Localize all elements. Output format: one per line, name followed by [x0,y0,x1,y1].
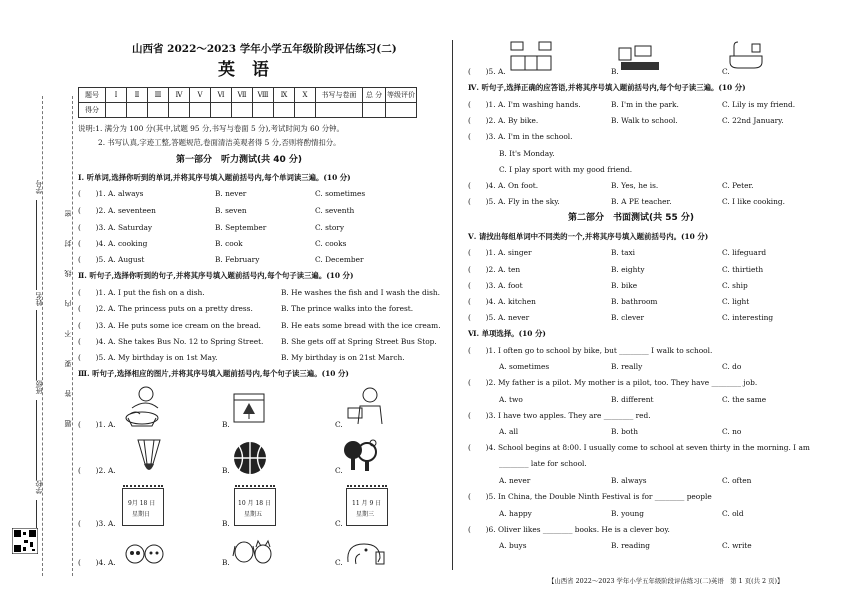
q-row: ( )5. A. [468,67,506,76]
q-option: B. always [611,476,647,485]
seal-char: 内 [64,300,72,307]
panda-animals-picture [124,541,166,567]
q-option: C. [335,420,343,429]
q-option: C. write [722,541,752,550]
q-row: ( )3. A. [78,519,116,528]
q-option: B. cook [215,239,243,248]
q-option: C. no [722,427,742,436]
q-option: B. reading [611,541,651,550]
seal-char: 题 [64,420,72,427]
q-option: B. both [611,427,639,436]
q-row: ( )2. A. The princess puts on a pretty dress. [78,304,253,313]
q-row: ( )5. A. My birthday is on 1st May. [78,353,218,362]
section-2-heading: Ⅱ. 听句子,选择你听到的句子,并将其序号填入题前括号内,每个句子读三遍。(10 分) [78,271,354,280]
q-row: ( )4. A. kitchen [468,297,536,306]
q-row: ( )4. A. [78,558,116,567]
q-row: ( )3. A. I'm in the school. [468,132,573,141]
section-1-heading: Ⅰ. 听单词,选择你听到的单词,并将其序号填入题前括号内,每个单词读三遍。(10 分) [78,173,351,182]
q-option: B. [222,558,230,567]
section-5-heading: Ⅴ. 请找出每组单词中不同类的一个,并将其序号填入题前括号内。(10 分) [468,232,709,241]
q-option: A. buys [499,541,527,550]
score-header: Ⅸ [274,88,295,103]
q-option: C. [335,466,343,475]
q-row: ( )4. A. She takes Bus No. 12 to Spring Street. [78,337,264,346]
q-option: B. She gets off at Spring Street Bus Stop. [281,337,437,346]
q-row: ( )2. A. ten [468,265,521,274]
q-option: B. September [215,223,267,232]
seal-line [42,96,43,576]
q-option: B. The prince walks into the forest. [281,304,414,313]
note-2: 2. 书写认真,字迹工整,答题规范,卷面清洁美观者得 5 分,否则将酌情扣分。 [98,138,341,147]
q-option: B. February [215,255,260,264]
q-row: ( )4. A. On foot. [468,181,539,190]
q-row: ( )3. A. He puts some ice cream on the bread. [78,321,261,330]
q-option: C. sometimes [315,189,366,198]
date-card [346,488,388,526]
q-row: ( )1. A. I'm washing hands. [468,100,581,109]
mc-stem: ( )3. I have two apples. They are ________ red. [468,411,651,420]
q-option: B. My birthday is on 21st March. [281,353,405,362]
mc-stem: ( )1. I often go to school by bike, but ________ I walk to school. [468,346,713,355]
q-option: B. [611,67,619,76]
mc-stem-cont: ________ late for school. [499,459,587,468]
q-option: B. bike [611,281,638,290]
washing-hands-picture [118,384,164,428]
q-option: B. He washes the fish and I wash the dish. [281,288,440,297]
q-option: C. interesting [722,313,774,322]
q-option: C. old [722,509,744,518]
part-1-heading: 第一部分 听力测试(共 40 分) [176,155,303,165]
score-header: Ⅵ [211,88,232,103]
section-4-heading: Ⅳ. 听句子,选择正确的应答语,并将其序号填入题前括号内,每个句子读三遍。(10 分) [468,83,746,92]
ping-pong-paddles-icon [340,438,380,474]
q-row: ( )1. A. [78,420,116,429]
note-1: 说明:1. 满分为 100 分(其中,试题 95 分,书写与卷面 5 分),考试时间为 60 分钟。 [78,124,344,133]
seal-char: 封 [64,240,72,247]
q-option: C. cooks [315,239,347,248]
q-option: C. story [315,223,345,232]
score-header: 题号 [79,88,106,103]
date-card-day: 星期三 [356,511,375,518]
q-row: ( )4. A. cooking [78,239,148,248]
shuttlecock-icon [134,438,164,476]
q-option: C. ship [722,281,748,290]
margin-class: 班级 [35,380,43,394]
q-option: B. really [611,362,643,371]
q-option: C. often [722,476,752,485]
part-2-heading: 第二部分 书面测试(共 55 分) [568,213,695,223]
score-header: Ⅶ [232,88,253,103]
q-option: C. Lily is my friend. [722,100,796,109]
q-option: B. [222,466,230,475]
q-option: B. young [611,509,645,518]
kitchen-picture [509,40,553,72]
section-6-heading: Ⅵ. 单项选择。(10 分) [468,329,546,338]
mc-stem: ( )4. School begins at 8:00. I usually come to school at seven thirty in the morning. I am [468,443,810,452]
q-option: B. seven [215,206,247,215]
q-option: B. different [611,395,654,404]
date-card-date: 11 月 9 日 [352,500,382,507]
score-header: Ⅱ [127,88,148,103]
subject-title: 英 语 [218,60,269,80]
q-option: B. He eats some bread with the ice cream. [281,321,441,330]
q-option: C. I like cooking. [722,197,786,206]
margin-name: 姓名 [35,292,43,306]
score-table [78,87,417,118]
date-card-day: 星期五 [244,511,263,518]
q-row: ( )1. A. always [78,189,144,198]
q-option: B. It's Monday. [499,149,555,158]
q-option: A. happy [499,509,532,518]
q-row: ( )2. A. By bike. [468,116,539,125]
score-header: Ⅰ [106,88,127,103]
seal-char: 不 [64,330,72,337]
margin-student-id: 学号 [35,180,43,194]
date-card-day: 星期日 [132,511,151,518]
section-3-heading: Ⅲ. 听句子,选择相应的图片,并将其序号填入题前括号内,每个句子读三遍。(10 分) [78,369,349,378]
q-row: ( )1. A. I put the fish on a dish. [78,288,205,297]
q-option: B. clever [611,313,645,322]
q-option: C. [335,558,343,567]
q-option: A. sometimes [499,362,550,371]
q-option: C. do [722,362,742,371]
q-option: A. all [499,427,519,436]
bathroom-picture [726,40,766,72]
q-option: C. 22nd January. [722,116,784,125]
q-row: ( )5. A. August [78,255,145,264]
date-card-date: 9月 18 日 [128,500,156,507]
q-option: C. I play sport with my good friend. [499,165,633,174]
q-option: C. December [315,255,364,264]
q-option: A. two [499,395,523,404]
basketball-icon [232,440,268,476]
seal-char: 要 [64,360,72,367]
margin-school: 学校 [35,480,43,494]
seal-char: 密 [64,210,72,217]
score-header: Ⅲ [148,88,169,103]
score-header: Ⅹ [295,88,316,103]
column-divider [452,40,453,570]
q-row: ( )3. A. foot [468,281,523,290]
score-header: Ⅳ [169,88,190,103]
q-option: B. never [215,189,247,198]
score-header: 书写与卷面 [316,88,363,103]
q-option: B. Walk to school. [611,116,678,125]
score-header: 等级评价 [386,88,417,103]
q-option: B. Yes, he is. [611,181,659,190]
date-card [122,488,164,526]
page-footer: 【山西省 2022～2023 学年小学五年级阶段评估练习(二)英语 第 1 页(共 2 页)】 [548,577,784,585]
dog-cat-picture [232,538,274,568]
q-option: B. eighty [611,265,645,274]
q-row: ( )1. A. singer [468,248,532,257]
q-option: B. taxi [611,248,636,257]
elephant-picture [344,540,388,566]
q-option: C. light [722,297,750,306]
exam-title: 山西省 2022～2023 学年小学五年级阶段评估练习(二) [132,43,397,55]
q-option: B. [222,420,230,429]
q-option: C. lifeguard [722,248,767,257]
seal-char: 线 [64,270,72,277]
q-option: C. the same [722,395,767,404]
q-option: C. seventh [315,206,355,215]
date-card-date: 10 月 18 日 [238,500,271,507]
q-option: B. bathroom [611,297,658,306]
boy-reading-picture [344,386,386,426]
calendar-picture [232,390,268,426]
q-option: B. I'm in the park. [611,100,679,109]
mc-stem: ( )5. In China, the Double Ninth Festival is for ________ people [468,492,712,501]
qr-code-icon [12,528,38,554]
mc-stem: ( )2. My father is a pilot. My mother is a pilot, too. They have ________ job. [468,378,758,387]
q-row: ( )5. A. never [468,313,530,322]
score-header: 总 分 [363,88,386,103]
living-room-picture [617,42,663,72]
score-header: Ⅴ [190,88,211,103]
q-option: C. [335,519,343,528]
q-row: ( )5. A. Fly in the sky. [468,197,560,206]
q-option: C. [722,67,730,76]
seal-char: 答 [64,390,72,397]
q-row: ( )2. A. [78,466,116,475]
score-header: Ⅷ [253,88,274,103]
q-option: A. never [499,476,531,485]
score-row-label: 得分 [79,103,106,118]
mc-stem: ( )6. Oliver likes ________ books. He is a clever boy. [468,525,670,534]
q-option: B. [222,519,230,528]
date-card [234,488,276,526]
q-option: C. thirtieth [722,265,764,274]
q-row: ( )2. A. seventeen [78,206,156,215]
q-row: ( )3. A. Saturday [78,223,153,232]
q-option: B. A PE teacher. [611,197,672,206]
q-option: C. Peter. [722,181,754,190]
